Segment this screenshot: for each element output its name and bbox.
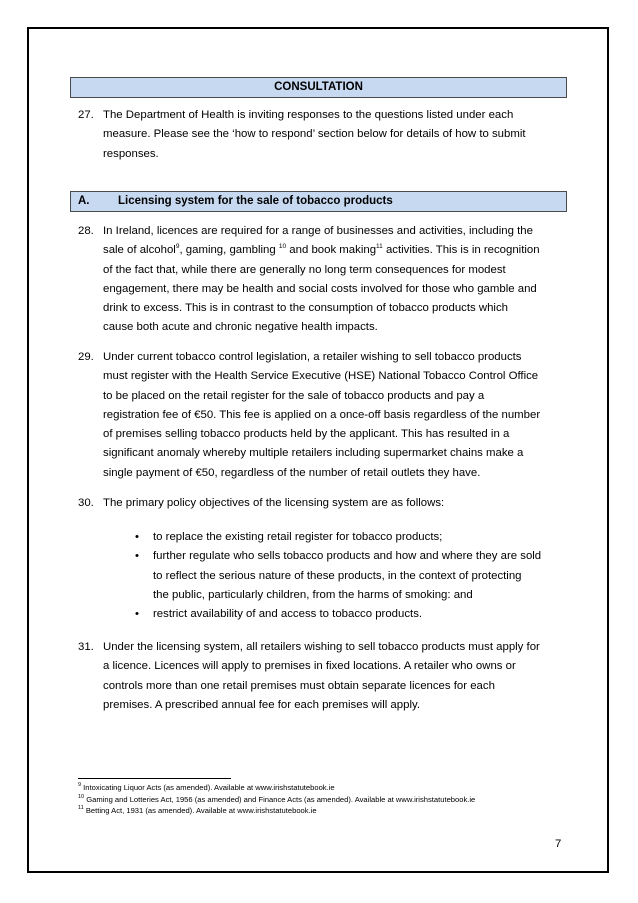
line: Under the licensing system, all retailers wishing to sell tobacco products must apply for bbox=[103, 641, 540, 653]
paragraph-29 bbox=[78, 348, 568, 483]
footnote-ref-11[interactable]: 11 bbox=[376, 243, 383, 251]
paragraph-number: 28. bbox=[78, 225, 94, 237]
list-item bbox=[135, 547, 567, 605]
bullet-icon: • bbox=[135, 608, 139, 621]
line: of the fact that, while there are generally no long term consequences for modest bbox=[103, 263, 506, 276]
line: a licence. Licences will apply to premises in fixed locations. A retailer who owns or bbox=[103, 660, 516, 673]
line: engagement, there may be health and social costs involved for those who gamble and bbox=[103, 282, 537, 295]
footnotes bbox=[78, 782, 475, 817]
line: of premises selling tobacco products held by the applicant. This has resulted in a bbox=[103, 428, 510, 441]
paragraph-number: 30. bbox=[78, 497, 94, 509]
line: measure. Please see the ‘how to respond’ section below for details of how to submit bbox=[103, 128, 526, 141]
section-letter: A. bbox=[78, 195, 90, 207]
list-item bbox=[135, 528, 567, 547]
paragraph-number: 31. bbox=[78, 641, 94, 653]
line: registration fee of €50. This fee is applied on a once-off basis regardless of the number bbox=[103, 408, 541, 421]
line: drink to excess. This is in contrast to the consumption of tobacco products which bbox=[103, 302, 508, 315]
footnote-9: $^9$ Intoxicating Liquor Acts (as amended). Available at www.irishstatutebook.ie bbox=[78, 782, 335, 792]
paragraph-number: 29. bbox=[78, 351, 94, 363]
paragraph-31 bbox=[78, 638, 568, 715]
line: single payment of €50, regardless of the number of retail outlets they have. bbox=[103, 466, 481, 479]
line: The Department of Health is inviting responses to the questions listed under each bbox=[103, 109, 514, 121]
paragraph-30 bbox=[78, 494, 568, 513]
section-title: Licensing system for the sale of tobacco products bbox=[118, 195, 393, 207]
line: In Ireland, licences are required for a range of businesses and activities, including the bbox=[103, 225, 533, 237]
footnote-11: $^{11}$ Betting Act, 1931 (as amended). Available at www.irishstatutebook.ie bbox=[78, 805, 317, 816]
line: controls more than one retail premises must obtain separate licences for each bbox=[103, 679, 495, 692]
line: responses. bbox=[103, 147, 159, 160]
line: Under current tobacco control legislation, a retailer wishing to sell tobacco products bbox=[103, 351, 522, 363]
consultation-heading: CONSULTATION bbox=[70, 77, 567, 98]
bullet-icon: • bbox=[135, 550, 139, 563]
page-number: 7 bbox=[555, 838, 562, 850]
line: to reflect the serious nature of these products, in the context of protecting bbox=[153, 569, 522, 582]
line: significant anomaly whereby multiple retailers including supermarket chains make a bbox=[103, 447, 524, 460]
line: further regulate who sells tobacco products and how and where they are sold bbox=[153, 550, 542, 563]
line: to replace the existing retail register for tobacco products; bbox=[153, 531, 443, 543]
line: the public, particularly children, from the harms of smoking: and bbox=[153, 588, 473, 601]
line: restrict availability of and access to tobacco products. bbox=[153, 608, 423, 621]
line: must register with the Health Service Executive (HSE) National Tobacco Control Office bbox=[103, 370, 539, 383]
line: The primary policy objectives of the licensing system are as follows: bbox=[103, 497, 445, 509]
list-item bbox=[135, 605, 567, 624]
paragraph-27 bbox=[78, 106, 568, 164]
line-with-footnote-refs: sale of alcohol$^9$, gaming, gambling $^{10}$ and book making$^{11}$ activities. This is in recognition bbox=[103, 243, 540, 257]
line: premises. A prescribed annual fee for each premises will apply. bbox=[103, 698, 420, 711]
line: cause both acute and chronic negative health impacts. bbox=[103, 321, 378, 334]
objectives-list bbox=[135, 528, 567, 624]
bullet-icon: • bbox=[135, 531, 139, 543]
footnote-ref-10[interactable]: 10 bbox=[278, 243, 287, 251]
footnote-10: $^{10}$ Gaming and Lotteries Act, 1956 (as amended) and Finance Acts (as amended). Available at www.irishstatutebook.ie bbox=[78, 793, 476, 804]
paragraph-number: 27. bbox=[78, 109, 94, 121]
paragraph-28 bbox=[78, 222, 568, 338]
section-a-heading bbox=[70, 191, 567, 212]
line: to be placed on the retail register for the sale of tobacco products and pay a bbox=[103, 389, 485, 402]
footnote-ref-9[interactable]: 9 bbox=[175, 243, 180, 251]
footnote-separator bbox=[78, 778, 231, 779]
